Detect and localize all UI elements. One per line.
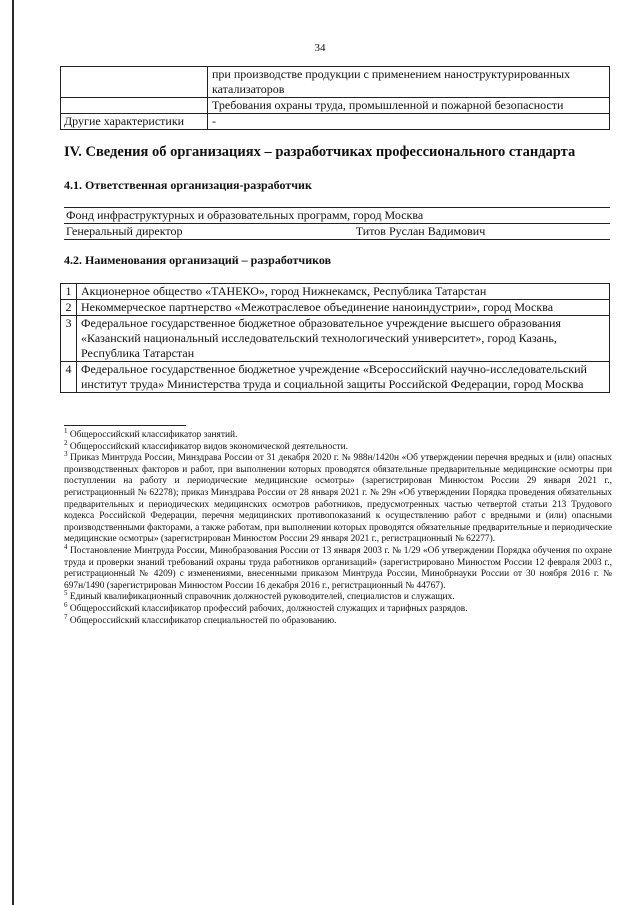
table-cell-label xyxy=(61,67,208,98)
footnote-mark: 2 xyxy=(64,438,68,447)
table-row xyxy=(64,224,610,240)
subsection-heading-responsible: 4.1. Ответственная организация-разработчик xyxy=(64,178,312,192)
org-number: 1 xyxy=(61,284,77,300)
developer-orgs-table xyxy=(60,283,610,393)
footnote-text: Единый квалификационный справочник должностей руководителей, специалистов и служащих. xyxy=(69,592,455,603)
org-number: 3 xyxy=(61,316,77,362)
table-row xyxy=(61,114,610,130)
footnote-text: Общероссийский классификатор видов экономической деятельности. xyxy=(69,441,349,452)
footnote-divider xyxy=(64,425,186,426)
footnote xyxy=(64,426,612,442)
footnote-text: Приказ Минтруда России, Минздрава России от 31 декабря 2020 г. № 988н/1420н «Об утверждении перечня вредных и (или) опасных производственных факторов и работ, при выполнении которых проводятся обязательные предварительные медицинские осмотры при поступлении на работу и периодические медицинские осмотры» (зарегистрирован Минюстом России 29 января 2021 г., регистрационный № 62278); приказ Минздрава России от 28 января 2021 г. № 29н «Об утверждении Порядка проведения обязательных предварительных и периодических медицинских осмотров работников, предусмотренных частью четвертой статьи 213 Трудового кодекса Российской Федерации, перечня медицинских противопоказаний к осуществлению работ с вредными и (или) опасными производственными факторами, а также работам, при выполнении которых проводятся обязательные предварительные и периодические медицинские осмотры» (зарегистрирован Минюстом России 29 января 2021 г., регистрационный № 62277). xyxy=(64,453,612,545)
table-row xyxy=(61,284,610,300)
table-row xyxy=(61,67,610,98)
footnote-text: Общероссийский классификатор занятий. xyxy=(69,430,238,440)
table-row xyxy=(61,98,610,114)
table-cell-label: Другие характеристики xyxy=(61,114,208,130)
org-number: 4 xyxy=(61,362,77,393)
footnote-mark: 7 xyxy=(64,612,68,621)
director-position: Генеральный директор xyxy=(64,224,246,240)
footnote xyxy=(64,589,612,604)
footnote xyxy=(64,600,612,616)
footnotes xyxy=(64,426,612,627)
table-cell-value: при производстве продукции с применением наноструктурированных катализаторов xyxy=(208,67,610,98)
table-row xyxy=(61,362,610,393)
characteristics-table xyxy=(60,66,610,130)
table-cell-value: Требования охраны труда, промышленной и пожарной безопасности xyxy=(208,98,610,114)
table-row xyxy=(61,316,610,362)
responsible-org-name: Фонд инфраструктурных и образовательных программ, город Москва xyxy=(64,208,610,224)
footnote-mark: 4 xyxy=(64,542,68,551)
footnote-mark: 3 xyxy=(64,450,68,459)
org-name: Федеральное государственное бюджетное учреждение «Всероссийский научно-исследовательский институт труда» Министерства труда и социальной защиты Российской Федерации, город Москва xyxy=(77,362,610,393)
table-cell-label xyxy=(61,98,208,114)
footnote xyxy=(64,612,612,628)
section-heading: IV. Сведения об организациях – разработчиках профессионального стандарта xyxy=(64,144,576,160)
footnote xyxy=(64,438,612,454)
director-name: Титов Руслан Вадимович xyxy=(246,224,610,240)
footnote xyxy=(64,542,612,592)
scan-border-left xyxy=(12,0,14,905)
footnote-text: Общероссийский классификатор специальностей по образованию. xyxy=(69,615,337,626)
table-cell-value: - xyxy=(208,114,610,130)
footnote-text: Постановление Минтруда России, Минобразования России от 13 января 2003 г. № 1/29 «Об утверждении Порядка обучения по охране труда и проверки знаний требований охраны труда работников организаций» (зарегистрировано Минюстом России 12 февраля 2003 г., регистрационный № 4209) с изменениями, внесенными приказом Минтруда России, Минобрнауки России от 30 ноября 2016 г. № 697н/1490 (зарегистрирован Минюстом России 16 декабря 2016 г., регистрационный № 44767). xyxy=(64,545,612,591)
org-number: 2 xyxy=(61,300,77,316)
footnote-text: Общероссийский классификатор профессий рабочих, должностей служащих и тарифных разрядов. xyxy=(69,603,468,614)
table-row xyxy=(61,300,610,316)
footnote-mark: 6 xyxy=(64,600,68,609)
org-name: Акционерное общество «ТАНЕКО», город Нижнекамск, Республика Татарстан xyxy=(77,284,610,300)
responsible-org-table xyxy=(64,207,610,240)
subsection-heading-developers: 4.2. Наименования организаций – разработчиков xyxy=(64,253,332,267)
footnote-mark: 1 xyxy=(64,426,68,435)
page-number: 34 xyxy=(314,42,326,54)
table-row xyxy=(64,208,610,224)
org-name: Некоммерческое партнерство «Межотраслевое объединение наноиндустрии», город Москва xyxy=(77,300,610,316)
footnote-mark: 5 xyxy=(64,589,68,598)
footnote xyxy=(64,450,612,546)
org-name: Федеральное государственное бюджетное образовательное учреждение высшего образования «Казанский национальный исследовательский технологический университет», город Казань, Республика Татарстан xyxy=(77,316,610,362)
